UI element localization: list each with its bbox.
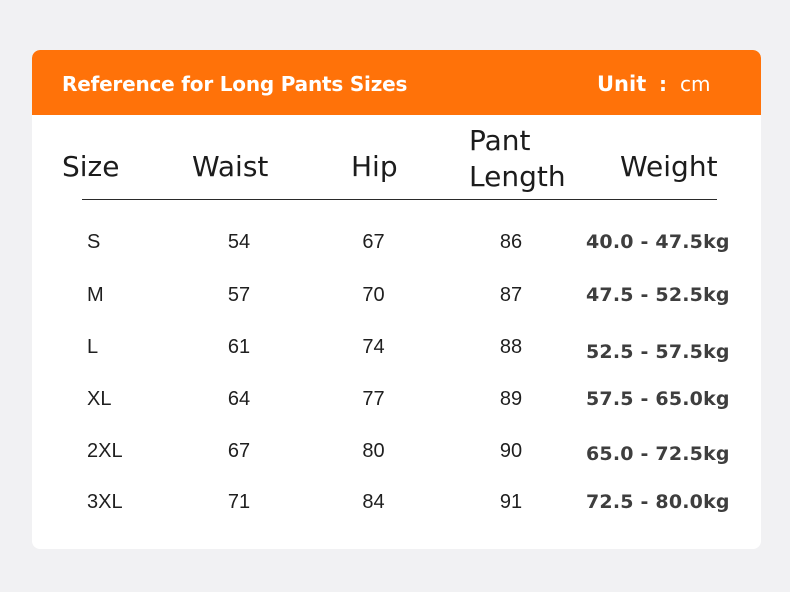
table-row [32,327,761,367]
size-cell: S [87,231,101,253]
table-row [32,431,761,471]
waist-cell: 54 [227,231,251,253]
hip-cell: 70 [362,284,385,306]
unit-value: cm [680,72,711,96]
size-cell: 3XL [87,491,123,513]
chart-banner [32,50,761,115]
size-cell: XL [87,388,112,410]
pant-length-cell: 91 [499,491,523,513]
weight-cell: 72.5 - 80.0kg [586,491,730,513]
column-header-pant-length-line2: Length [469,160,566,193]
chart-title: Reference for Long Pants Sizes [62,72,408,96]
hip-cell: 74 [362,336,385,358]
pant-length-cell: 89 [499,388,523,410]
size-cell: M [87,284,104,306]
waist-cell: 57 [227,284,251,306]
pant-length-cell: 87 [499,284,523,306]
size-chart-card [32,50,761,549]
pant-length-cell: 88 [499,336,523,358]
column-header-waist: Waist [192,150,269,183]
hip-cell: 67 [362,231,385,253]
size-cell: L [87,336,99,358]
hip-cell: 84 [362,491,385,513]
hip-cell: 80 [362,440,385,462]
size-cell: 2XL [87,440,123,462]
unit-label: Unit [597,72,647,96]
waist-cell: 71 [227,491,251,513]
weight-cell: 47.5 - 52.5kg [586,284,730,306]
weight-cell: 65.0 - 72.5kg [586,443,730,465]
column-header-hip: Hip [351,150,398,183]
hip-cell: 77 [362,388,385,410]
table-row [32,482,761,522]
waist-cell: 61 [227,336,251,358]
waist-cell: 67 [227,440,251,462]
weight-cell: 40.0 - 47.5kg [586,231,730,253]
table-row [32,379,761,419]
pant-length-cell: 90 [499,440,523,462]
column-header-weight: Weight [620,150,718,183]
table-row [32,222,761,262]
waist-cell: 64 [227,388,251,410]
weight-cell: 52.5 - 57.5kg [586,341,730,363]
unit-separator: : [659,72,667,96]
column-header-pant-length-line1: Pant [469,124,531,157]
weight-cell: 57.5 - 65.0kg [586,388,730,410]
header-divider [82,199,717,200]
table-row [32,275,761,315]
pant-length-cell: 86 [499,231,523,253]
column-header-size: Size [62,150,120,183]
